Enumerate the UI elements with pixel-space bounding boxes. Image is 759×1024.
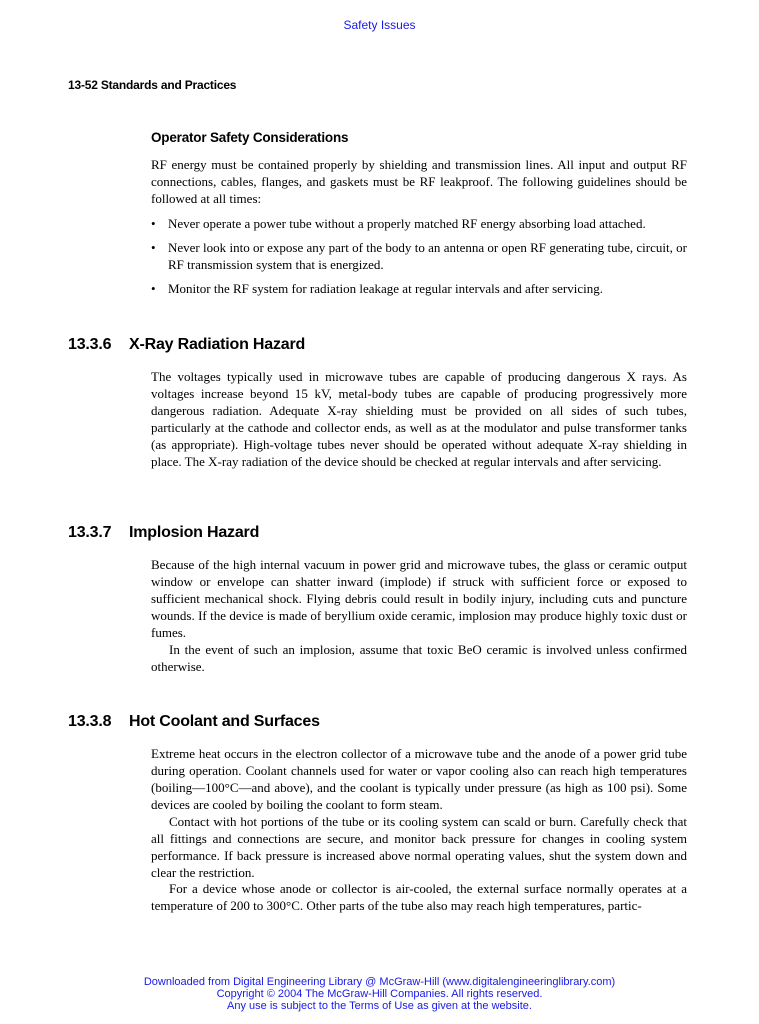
list-item bbox=[151, 215, 687, 232]
section-number: 13.3.7 bbox=[68, 524, 112, 541]
list-item-text: Never operate a power tube without a properly matched RF energy absorbing load attached. bbox=[168, 216, 646, 231]
hot-coolant-paragraph-2: Contact with hot portions of the tube or its cooling system can scald or burn. Carefully check that all fittings and connections are secure, and monitor back pressure for changes in cooling system performance. If back pressure is increased above normal operating values, shut the system down and clear the restriction. bbox=[151, 814, 687, 880]
top-link-safety-issues[interactable]: Safety Issues bbox=[343, 18, 416, 32]
footer-line-download[interactable]: Downloaded from Digital Engineering Library @ McGraw-Hill (www.digitalengineeringlibrary.com) bbox=[143, 976, 616, 988]
section-title: Hot Coolant and Surfaces bbox=[129, 713, 320, 730]
hot-coolant-paragraph-3: For a device whose anode or collector is air-cooled, the external surface normally operates at a temperature of 200 to 300°C. Other parts of the tube also may reach high temperatures, partic- bbox=[151, 881, 687, 913]
section-number: 13.3.6 bbox=[68, 336, 112, 353]
section-title: Implosion Hazard bbox=[129, 524, 260, 541]
implosion-paragraph-1: Because of the high internal vacuum in power grid and microwave tubes, the glass or ceramic output window or envelope can shatter inward (implode) if struck with sufficient force or exposed to sufficient mechanical shock. Flying debris could result in bodily injury, including cuts and puncture wounds. If the device is made of beryllium oxide ceramic, implosion may produce highly toxic dust or fumes. bbox=[151, 557, 687, 640]
list-item-text: Monitor the RF system for radiation leakage at regular intervals and after servicing. bbox=[168, 281, 603, 296]
running-head: 13-52 Standards and Practices bbox=[68, 78, 237, 92]
section-heading-hot-coolant bbox=[68, 713, 320, 731]
footer-copyright[interactable] bbox=[0, 976, 759, 1012]
section-heading-xray bbox=[68, 336, 305, 354]
section-title: X-Ray Radiation Hazard bbox=[129, 336, 306, 353]
bullet-icon: • bbox=[151, 216, 156, 231]
section-number: 13.3.8 bbox=[68, 713, 112, 730]
list-item bbox=[151, 280, 687, 297]
bullet-icon: • bbox=[151, 240, 156, 255]
footer-line-terms[interactable]: Any use is subject to the Terms of Use as given at the website. bbox=[227, 1000, 532, 1012]
list-item-text: Never look into or expose any part of the body to an antenna or open RF generating tube, circuit, or RF transmission system that is energized. bbox=[168, 240, 687, 272]
bullet-icon: • bbox=[151, 281, 156, 296]
implosion-paragraph-2: In the event of such an implosion, assume that toxic BeO ceramic is involved unless confirmed otherwise. bbox=[151, 642, 687, 674]
section-heading-implosion bbox=[68, 524, 259, 542]
operator-safety-heading: Operator Safety Considerations bbox=[151, 130, 349, 145]
footer-line-copyright[interactable]: Copyright © 2004 The McGraw-Hill Companies. All rights reserved. bbox=[216, 988, 543, 1000]
operator-safety-intro: RF energy must be contained properly by shielding and transmission lines. All input and output RF connections, cables, flanges, and gaskets must be RF leakproof. The following guidelines should be followed at all times: bbox=[151, 157, 687, 206]
list-item bbox=[151, 239, 687, 273]
hot-coolant-paragraph-1: Extreme heat occurs in the electron collector of a microwave tube and the anode of a power grid tube during operation. Coolant channels used for water or vapor cooling also can reach high temperatures (boiling—100°C—and above), and the coolant is typically under pressure (as high as 100 psi). Some devices are cooled by boiling the coolant to form steam. bbox=[151, 746, 687, 812]
xray-paragraph: The voltages typically used in microwave tubes are capable of producing dangerous X rays. As voltages increase beyond 15 kV, metal-body tubes are capable of producing progressively more dangerous radiation. Adequate X-ray shielding must be provided on all sides of such tubes, particularly at the cathode and collector ends, as well as at the modulator and pulse transformer tanks (as appropriate). High-voltage tubes never should be operated without adequate X-ray shielding in place. The X-ray radiation of the device should be checked at regular intervals and after servicing. bbox=[151, 369, 687, 469]
